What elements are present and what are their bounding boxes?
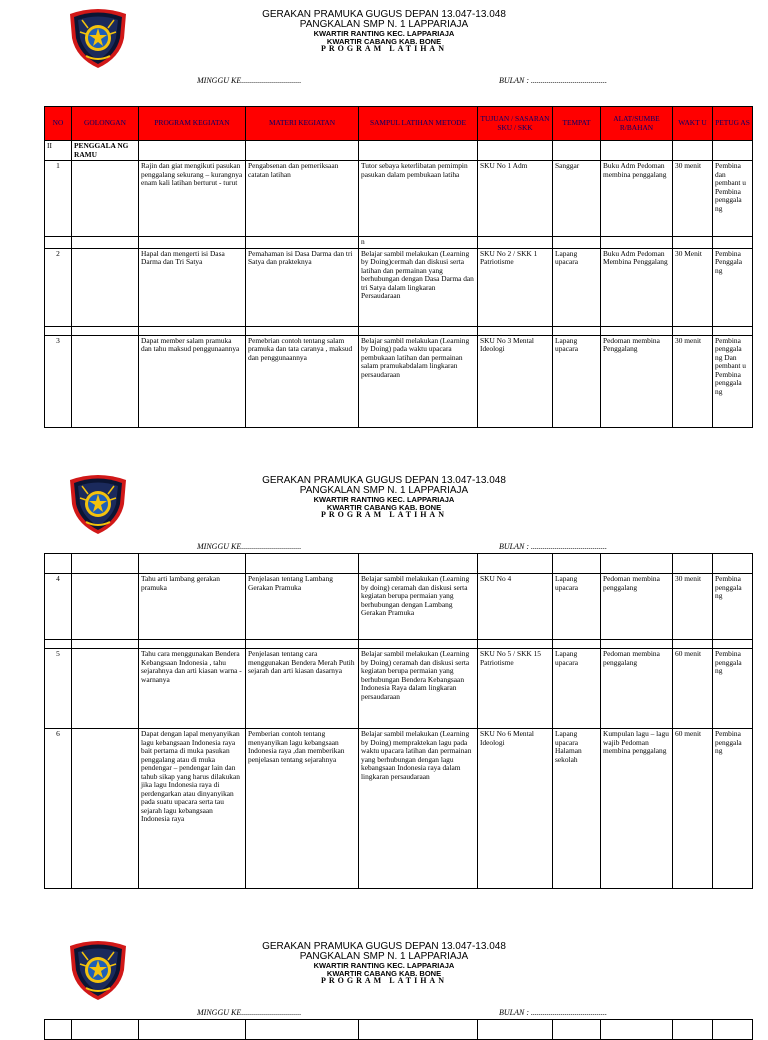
document-header: GERAKAN PRAMUKA GUGUS DEPAN 13.047-13.048 PANGKALAN SMP N. 1 LAPPARIAJA KWARTIR RANTING KEC. LAPPARIAJA KWARTIR CABANG KAB. BONE PROGRAM LATIHAN [262,475,506,519]
col-program: PROGRAM KEGIATAN [139,107,246,141]
col-golongan: GOLONGAN [72,107,139,141]
table-header-row [45,107,753,141]
col-materi: MATERI KEGIATAN [246,107,359,141]
col-tempat: TEMPAT [553,107,601,141]
table-row: 4 Tahu arti lambang gerakan pramuka Penjelasan tentang Lambang Gerakan Pramuka Belajar sambil melakukan (Learning by doing) ceramah dan diskusi serta kegiatan berupa permaian yang berhubungan dengan Lambang Gerakan Pramuka SKU No 4 Lapang upacara Pedoman membina penggalang 30 menit Pembina penggala ng [45,574,753,640]
bulan-field: BULAN : ...................................... [499,76,607,85]
table-row: 3 Dapat member salam pramuka dan tahu maksud penggunaannya Pemebrian contoh tentang salam pramuka dan tata caranya , maksud dan penggunaannya Belajar sambil melakukan (Learning by Doing) pada waktu upacara pembukaan latihan dan permainan salam pramukabdalam lingkaran persaudaraan SKU No 3 Mental Ideologi Lapang upacara Pedoman membina Penggalang 30 menit Pembina penggala ng Dan pembant u Pembina penggala ng [45,335,753,427]
col-waktu: WAKT U [673,107,713,141]
table-row: 6 Dapat dengan lapal menyanyikan lagu kebangsaan Indonesia raya bait pertama di muka pasukan penggalang atau di muka pendengar – pendengar lain dan tahub sikap yang harus dilakukan jika lagu Indonesia raya di perdengarkan atau dinyanyikan pada suatu upacara serta tau sejarah lagu kebangsaan Indonesia raya Pemberian contoh tentang menyanyikan lagu kebangsaan Indonesia raya ,dan memberikan penjelasan tentang sejarahnya Belajar sambil melakukan (Learning by Doing) mempraktekan lagu pada waktu upacara latihan dan permainan yang berhubungan dengan lagu kebangsaan Indonesia raya dalam lingkaran persaudaraan SKU No 6 Mental Ideologi Lapang upacara Halaman sekolah Kumpulan lagu – lagu wajib Pedoman membina penggalang 60 menit Pembina penggala ng [45,729,753,889]
table-row: 5 Tahu cara menggunakan Bendera Kebangsaan Indonesia , tahu sejarahnya dan arti kiasan warna - warnanya Penjelasan tentang cara menggunakan Bendera Merah Putih sejarah dan arti kiasan dasarnya Belajar sambil melakukan (Learning by Doing) ceramah dan diskusi serta kegiatan berupa permaian yang berhubungan Bendera Kebangsaan Indonesia Raya dalam lingkaran persaudaraan SKU No 5 / SKK 15 Patriotisme Lapang upacara Pedoman membina penggalang 60 menit Pembina penggala ng [45,649,753,729]
program-table-3 [44,1019,753,1040]
table-blank-row [45,554,753,574]
table-blank-row [45,1020,753,1040]
minggu-ke-field: MINGGU KE.............................. [197,76,302,85]
header-line-kwartir-ranting: KWARTIR RANTING KEC. LAPPARIAJA [313,29,455,38]
col-no: NO [45,107,72,141]
col-petugas: PETUG AS [713,107,753,141]
table-gap-row [45,326,753,335]
minggu-ke-field: MINGGU KE.............................. [197,542,302,551]
header-line-program-latihan: PROGRAM LATIHAN [321,44,447,53]
document-header [0,10,768,53]
header-line-kwartir-cabang: KWARTIR CABANG KAB. BONE [326,36,442,46]
gap-note: n [359,237,478,249]
minggu-ke-field: MINGGU KE.............................. [197,1008,302,1017]
bulan-field: BULAN : ...................................... [499,542,607,551]
program-table-2 [44,553,753,889]
program-table-1 [44,106,753,428]
header-line-gugus-depan: GERAKAN PRAMUKA GUGUS DEPAN 13.047-13.048 [262,9,506,20]
table-row: 2 Hapal dan mengerti isi Dasa Darma dan Tri Satya Pemahaman isi Dasa Darma dan tri Satya dan prakteknya Belajar sambil melakukan (Learning by Doing)cermah dan diskusi serta latihan dan permainan yang berhubungan dengan Dasa Darma dan tri Satya dalam lingkaran Persaudaraan SKU No 2 / SKK 1 Patriotisme Lapang upacara Buku Adm Pedoman Membina Penggalang 30 Menit Pembina Penggala ng [45,248,753,326]
section-golongan: PENGGALA NG RAMU [72,141,139,161]
section-row [45,141,753,161]
bulan-field: BULAN : ...................................... [499,1008,607,1017]
header-line-pangkalan: PANGKALAN SMP N. 1 LAPPARIAJA [299,19,469,30]
table-row: 1 Rajin dan giat mengikuti pasukan penggalang sekurang – kurangnya enam kali latihan berturut - turut Pengabsenan dan pemeriksaan catatan latihan Tutor sebaya keterlibatan pemimpin pasukan dalam pembukaan latiha SKU No 1 Adm Sanggar Buku Adm Pedoman membina penggalang 30 menit Pembina dan pembant u Pembina penggala ng [45,161,753,237]
document-header: GERAKAN PRAMUKA GUGUS DEPAN 13.047-13.048 PANGKALAN SMP N. 1 LAPPARIAJA KWARTIR RANTING KEC. LAPPARIAJA KWARTIR CABANG KAB. BONE PROGRAM LATIHAN [262,941,506,985]
table-gap-row [45,640,753,649]
col-metode: SAMPUL LATIHAN METODE [359,107,478,141]
table-gap-row [45,237,753,249]
col-alat: ALAT/SUMBE R/BAHAN [601,107,673,141]
section-no: II [45,141,72,161]
col-tujuan: TUJUAN / SASARAN SKU / SKK [478,107,553,141]
